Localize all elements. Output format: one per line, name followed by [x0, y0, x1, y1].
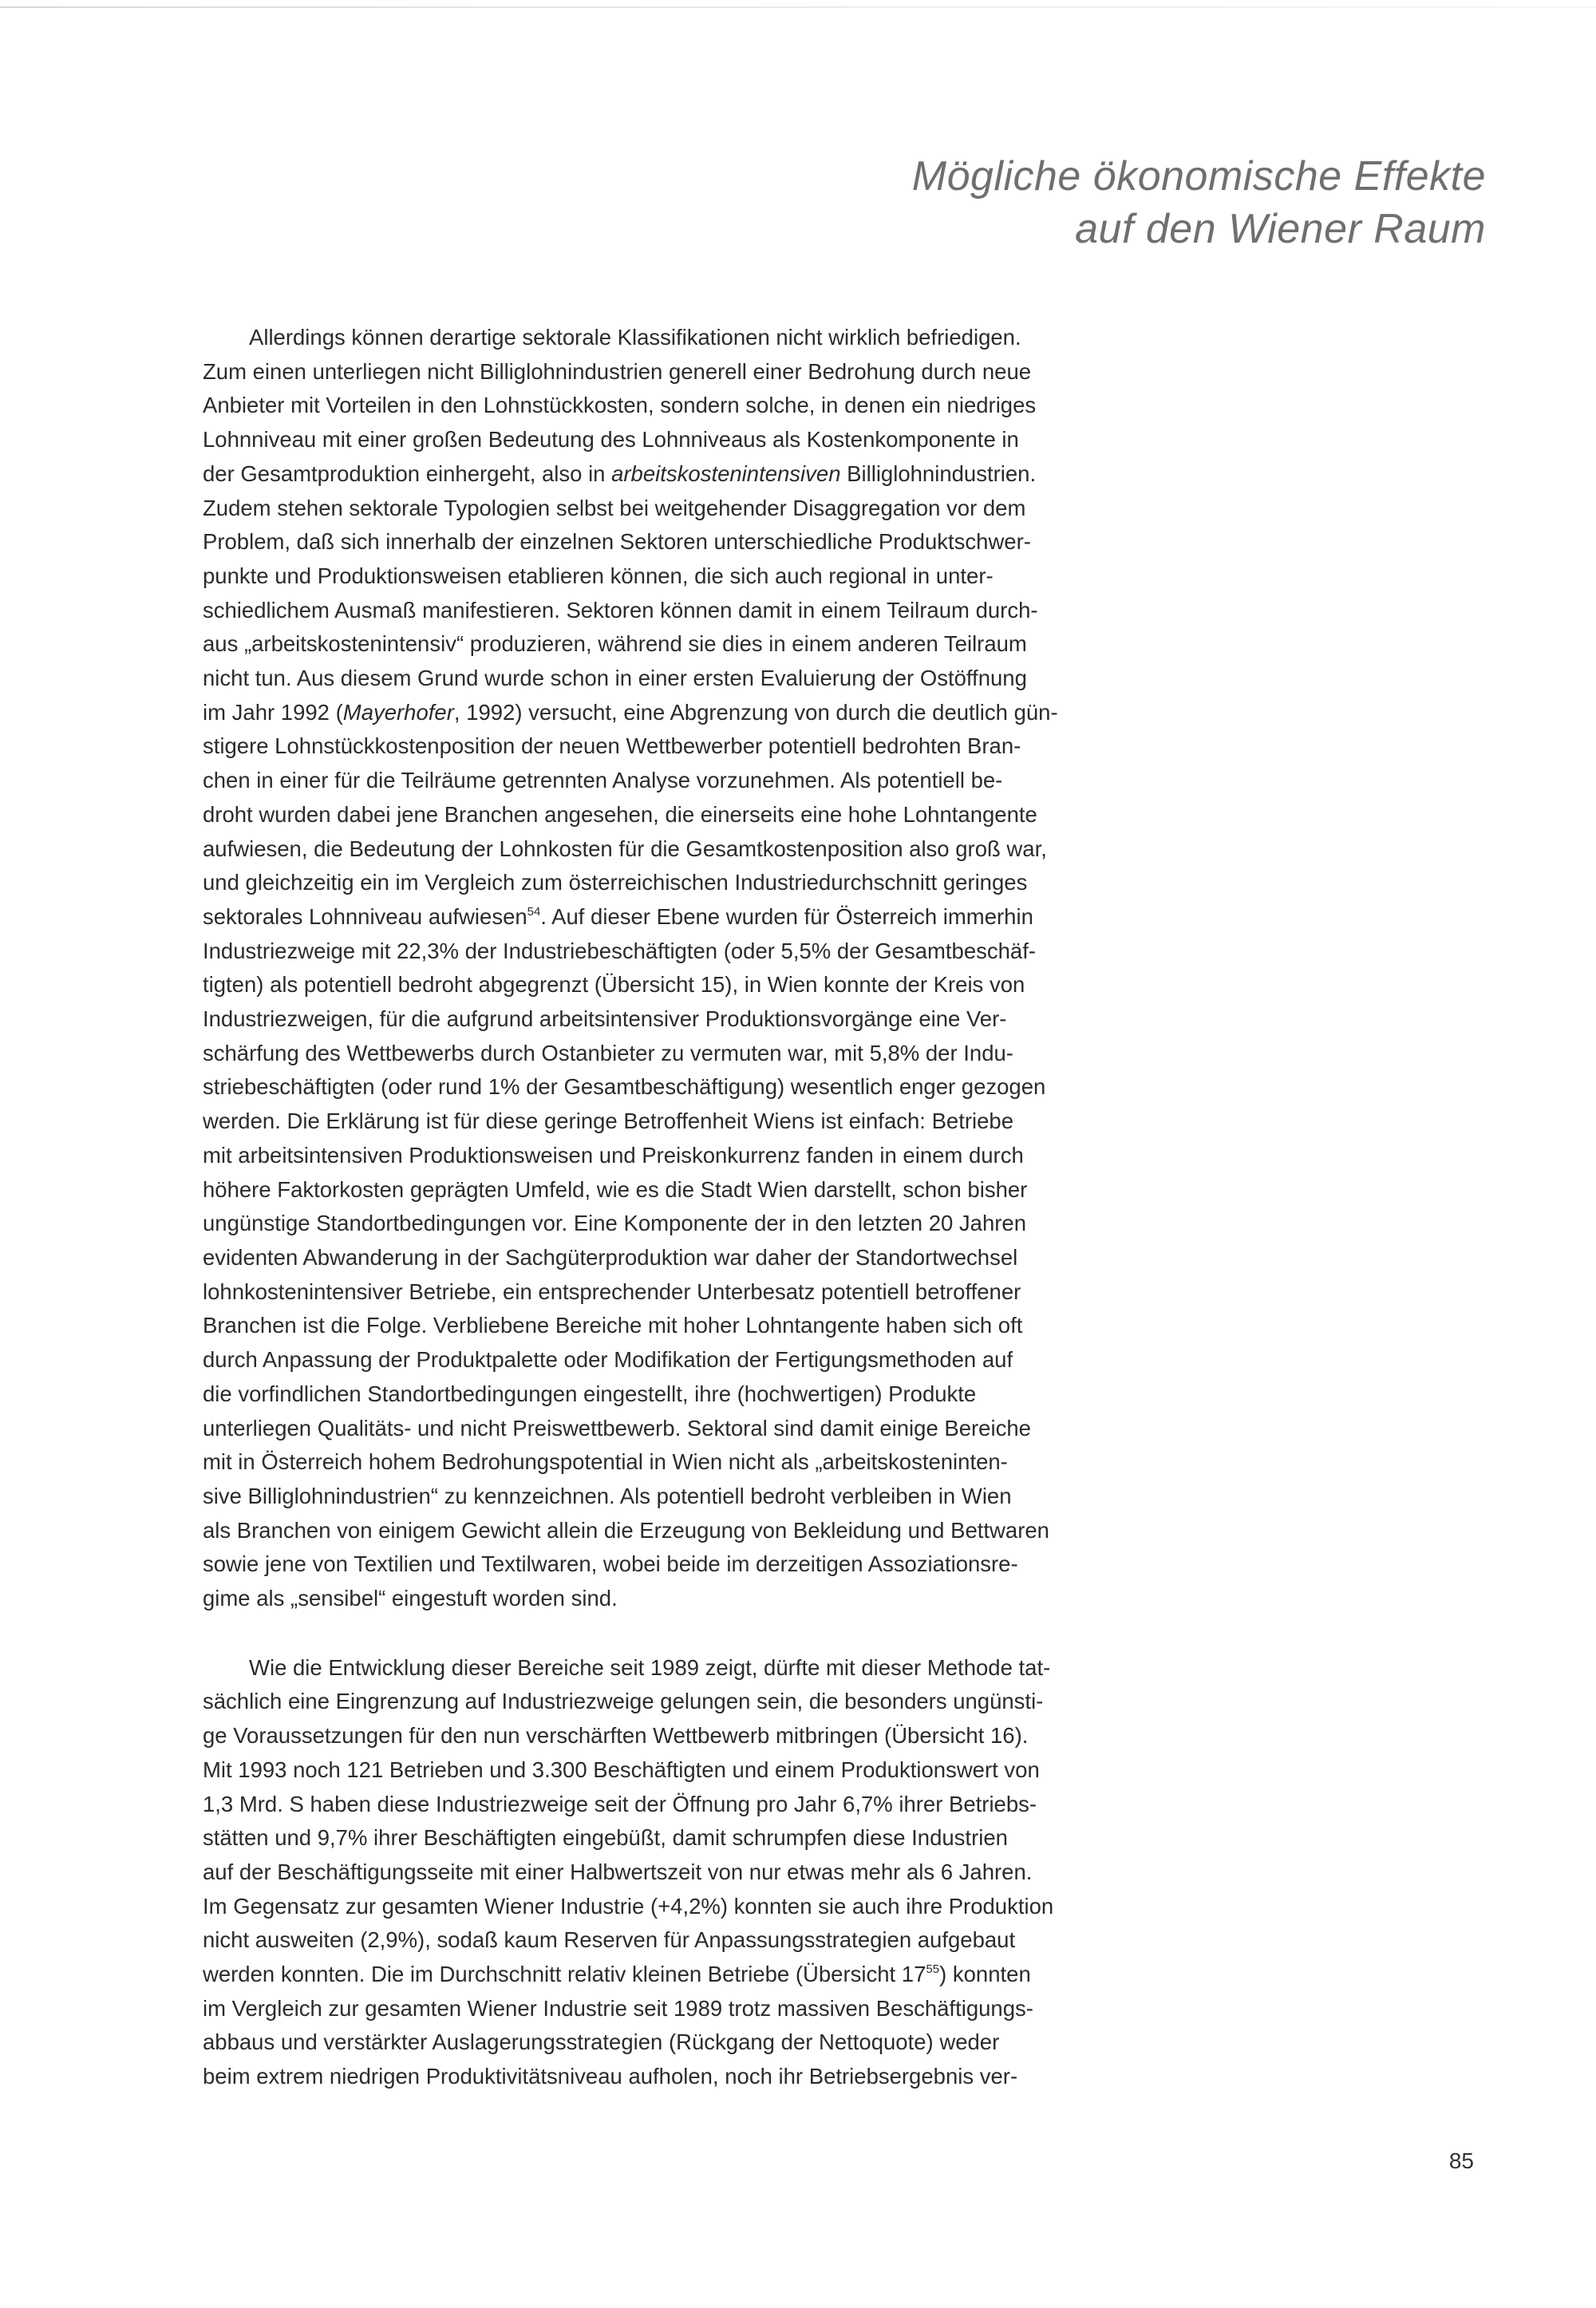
text-line: stigere Lohnstückkostenposition der neuen Wettbewerber potentiell bedrohten Bran-: [203, 733, 1021, 759]
text-line: die vorfindlichen Standortbedingungen eingestellt, ihre (hochwertigen) Produkte: [203, 1381, 977, 1406]
text-line: tigten) als potentiell bedroht abgegrenzt (Übersicht 15), in Wien konnte der Kreis von: [203, 972, 1025, 998]
text-line: Mit 1993 noch 121 Betrieben und 3.300 Beschäftigten und einem Produktionswert von: [203, 1757, 1040, 1782]
page-number: 85: [1448, 2148, 1474, 2173]
footnote-ref[interactable]: 54: [527, 904, 541, 919]
text-line: schiedlichem Ausmaß manifestieren. Sektoren können damit in einem Teilraum durch-: [203, 597, 1038, 622]
text-line: aus „arbeitskostenintensiv“ produzieren, während sie dies in einem anderen Teilraum: [203, 631, 1027, 657]
text-segment: sektorales Lohnniveau aufwiesen: [203, 903, 527, 929]
text-line: sive Billiglohnindustrien“ zu kennzeichnen. Als potentiell bedroht verbleiben in Wien: [203, 1483, 1012, 1508]
text-line: schärfung des Wettbewerbs durch Ostanbieter zu vermuten war, mit 5,8% der Indu-: [203, 1040, 1013, 1065]
text-line: sowie jene von Textilien und Textilwaren, wobei beide im derzeitigen Assoziationsre-: [203, 1551, 1018, 1577]
heading-line-2: auf den Wiener Raum: [1075, 206, 1486, 252]
text-line: und gleichzeitig ein im Vergleich zum österreichischen Industriedurchschnitt geringes: [203, 870, 1028, 895]
text-line: droht wurden dabei jene Branchen angesehen, die einerseits eine hohe Lohntangente: [203, 801, 1037, 827]
text-line: punkte und Produktionsweisen etablieren können, die sich auch regional in unter-: [203, 563, 994, 588]
text-line: 1,3 Mrd. S haben diese Industriezweige seit der Öffnung pro Jahr 6,7% ihrer Betriebs-: [203, 1791, 1037, 1816]
text-line: [203, 900, 1132, 935]
text-line: Allerdings können derartige sektorale Klassifikationen nicht wirklich befriedigen.: [249, 325, 1021, 350]
text-line: werden. Die Erklärung ist für diese geringe Betroffenheit Wiens ist einfach: Betriebe: [203, 1109, 1013, 1134]
text-segment: , 1992) versucht, eine Abgrenzung von durch die deutlich gün-: [453, 699, 1058, 725]
text-segment: werden konnten. Die im Durchschnitt relativ kleinen Betriebe (Übersicht 17: [203, 1962, 926, 1987]
text-line: Im Gegensatz zur gesamten Wiener Industrie (+4,2%) konnten sie auch ihre Produktion: [203, 1893, 1054, 1919]
text-line: aufwiesen, die Bedeutung der Lohnkosten für die Gesamtkostenposition also groß war,: [203, 836, 1047, 861]
text-segment: im Jahr 1992 (: [203, 699, 343, 725]
text-line: Wie die Entwicklung dieser Bereiche seit 1989 zeigt, dürfte mit dieser Methode tat-: [249, 1654, 1051, 1680]
text-line: Zudem stehen sektorale Typologien selbst bei weitgehender Disaggregation vor dem: [203, 495, 1026, 520]
text-line: stätten und 9,7% ihrer Beschäftigten eingebüßt, damit schrumpfen diese Industrien: [203, 1825, 1008, 1851]
text-line: nicht tun. Aus diesem Grund wurde schon in einer ersten Evaluierung der Ostöffnung: [203, 666, 1027, 691]
text-line: Industriezweigen, für die aufgrund arbeitsintensiver Produktionsvorgänge eine Ver-: [203, 1006, 1007, 1032]
text-line: chen in einer für die Teilräume getrennten Analyse vorzunehmen. Als potentiell be-: [203, 768, 1003, 793]
text-segment: Billiglohnindustrien.: [840, 460, 1037, 486]
text-line: abbaus und verstärkter Auslagerungsstrategien (Rückgang der Nettoquote) weder: [203, 2029, 1000, 2055]
text-line: mit arbeitsintensiven Produktionsweisen und Preiskonkurrenz fanden in einem durch: [203, 1142, 1024, 1168]
text-line: auf der Beschäftigungsseite mit einer Halbwertszeit von nur etwas mehr als 6 Jahren.: [203, 1859, 1033, 1884]
text-line: Lohnniveau mit einer großen Bedeutung des Lohnniveaus als Kostenkomponente in: [203, 427, 1019, 453]
footnote-ref[interactable]: 55: [926, 1962, 940, 1977]
text-line: unterliegen Qualitäts- und nicht Preiswettbewerb. Sektoral sind damit einige Bereiche: [203, 1415, 1031, 1441]
text-line: lohnkostenintensiver Betriebe, ein entsprechender Unterbesatz potentiell betroffener: [203, 1278, 1021, 1304]
text-line: Anbieter mit Vorteilen in den Lohnstückkosten, sondern solche, in denen ein niedriges: [203, 393, 1037, 418]
text-line: als Branchen von einigem Gewicht allein die Erzeugung von Bekleidung und Bettwaren: [203, 1517, 1049, 1543]
text-line: im Vergleich zur gesamten Wiener Industrie seit 1989 trotz massiven Beschäftigungs-: [203, 1995, 1033, 2021]
paragraph-1: [203, 321, 1132, 1616]
text-line: sächlich eine Eingrenzung auf Industriezweige gelungen sein, die besonders ungünsti-: [203, 1689, 1044, 1714]
page-heading: [912, 150, 1486, 255]
text-line: ungünstige Standortbedingungen vor. Eine Komponente der in den letzten 20 Jahren: [203, 1211, 1027, 1236]
text-line: ge Voraussetzungen für den nun verschärften Wettbewerb mitbringen (Übersicht 16).: [203, 1723, 1029, 1749]
text-line: [203, 1958, 1132, 1992]
text-line: mit in Österreich hohem Bedrohungspotential in Wien nicht als „arbeitskosteninten-: [203, 1449, 1008, 1475]
text-line: nicht ausweiten (2,9%), sodaß kaum Reserven für Anpassungsstrategien aufgebaut: [203, 1927, 1016, 1953]
text-line: Branchen ist die Folge. Verbliebene Bereiche mit hoher Lohntangente haben sich oft: [203, 1313, 1023, 1338]
citation-author: Mayerhofer: [342, 699, 454, 725]
text-line: striebeschäftigten (oder rund 1% der Gesamtbeschäftigung) wesentlich enger gezogen: [203, 1074, 1046, 1100]
body-text: [203, 321, 1132, 2094]
text-line: evidenten Abwanderung in der Sachgüterproduktion war daher der Standortwechsel: [203, 1244, 1018, 1270]
text-segment: ) konnten: [939, 1962, 1031, 1987]
emphasis-term: arbeitskostenintensiven: [611, 460, 841, 486]
paragraph-2: [203, 1651, 1132, 2094]
text-segment: . Auf dieser Ebene wurden für Österreich immerhin: [540, 903, 1033, 929]
text-line: Industriezweige mit 22,3% der Industriebeschäftigten (oder 5,5% der Gesamtbeschäf-: [203, 938, 1037, 963]
text-segment: der Gesamtproduktion einhergeht, also in: [203, 460, 612, 486]
text-line: höhere Faktorkosten geprägten Umfeld, wie es die Stadt Wien darstellt, schon bisher: [203, 1176, 1028, 1202]
text-line: beim extrem niedrigen Produktivitätsniveau aufholen, noch ihr Betriebsergebnis ver-: [203, 2064, 1018, 2089]
top-rule: [0, 6, 1596, 8]
text-line: durch Anpassung der Produktpalette oder Modifikation der Fertigungsmethoden auf: [203, 1347, 1013, 1373]
text-line: gime als „sensibel“ eingestuft worden sind.: [203, 1586, 618, 1611]
heading-line-1: Mögliche ökonomische Effekte: [911, 153, 1486, 200]
text-line: Zum einen unterliegen nicht Billiglohnindustrien generell einer Bedrohung durch neue: [203, 358, 1032, 384]
text-line: [203, 457, 1132, 492]
text-line: Problem, daß sich innerhalb der einzelnen Sektoren unterschiedliche Produktschwer-: [203, 529, 1031, 555]
text-line: [203, 696, 1132, 730]
